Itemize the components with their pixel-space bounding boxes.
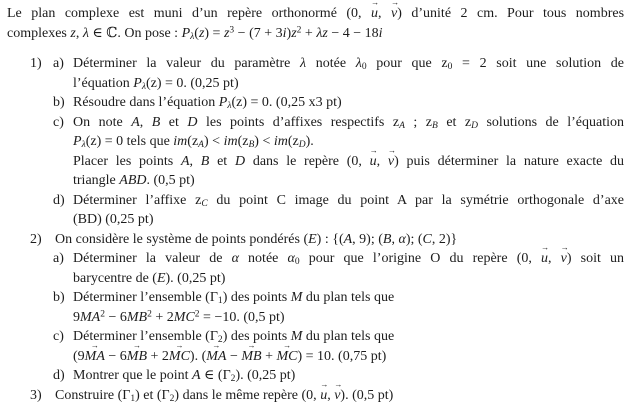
subitem-marker: a) bbox=[53, 251, 64, 266]
subitem-marker: c) bbox=[53, 114, 64, 130]
text-line: Déterminer la valeur du paramètre λ notée $\lambda_0$ pour que $z_0 = 2$ soit une solution de bbox=[73, 56, 624, 73]
intro-paragraph bbox=[7, 4, 624, 43]
subitem-marker: b) bbox=[53, 95, 65, 110]
text-line: $P_\lambda(z) = 0$ tels que $im(z_A) < im(z_B) < im(z_D)$. bbox=[73, 134, 314, 151]
question-list bbox=[7, 54, 624, 405]
text-line: triangle ABD. (0,5 pt) bbox=[73, 173, 195, 188]
text-line: Construire $(\Gamma_1)$ et $(\Gamma_2)$ dans le même repère (0, u →, v →). (0,5 pt) bbox=[55, 386, 624, 405]
question-1b bbox=[55, 93, 624, 113]
text-line: Déterminer la valeur de α notée $\alpha_0$ pour que l’origine O du repère (0, u →, v →) soit un bbox=[73, 249, 624, 269]
subitem-marker: d) bbox=[53, 368, 65, 383]
text-line: Déterminer l’ensemble $(\Gamma_2)$ des points M du plan tels que bbox=[73, 329, 395, 346]
text-line: (BD) (0,25 pt) bbox=[73, 212, 154, 227]
item-marker: 1) bbox=[30, 56, 42, 71]
text-line: barycentre de (E). (0,25 pt) bbox=[73, 270, 226, 286]
question-2 bbox=[7, 230, 624, 386]
question-1c bbox=[55, 113, 624, 191]
text-line: On considère le système de points pondérés (E) : {(A, 9); (B, α); (C, 2)} bbox=[55, 231, 458, 247]
subitem-marker: c) bbox=[53, 329, 64, 344]
subitem-marker: a) bbox=[53, 56, 64, 71]
text-line: Déterminer l’ensemble $(\Gamma_1)$ des points M du plan tels que bbox=[73, 290, 395, 307]
item-marker: 3) bbox=[30, 387, 42, 403]
text-line: Résoudre dans l’équation $P_\lambda(z) = 0$. (0,25 x3 pt) bbox=[73, 95, 342, 112]
question-2b bbox=[55, 288, 624, 327]
text-line: Déterminer l’affixe $z_C$ du point C image du point A par la symétrie orthogonale d’axe bbox=[73, 192, 624, 209]
text-line: l’équation $P_\lambda(z) = 0$. (0,25 pt) bbox=[73, 75, 239, 92]
text-line: Montrer que le point A ∈ $(\Gamma_2)$. (0,25 pt) bbox=[73, 368, 296, 385]
subitem-marker: b) bbox=[53, 290, 65, 305]
text-line: Placer les points A, B et D dans le repère (0, u →, v →) puis déterminer la nature exacte du bbox=[73, 152, 624, 172]
text-line: (9MA → − 6MB → + 2MC →). (MA → − MB → + MC →) = 10. (0,75 pt) bbox=[73, 347, 624, 367]
question-1d bbox=[55, 191, 624, 230]
item-marker: 2) bbox=[30, 231, 42, 247]
text-line: $9MA^2 - 6MB^2 + 2MC^2 = -10$. (0,5 pt) bbox=[73, 308, 285, 325]
question-2a bbox=[55, 249, 624, 288]
text-line: On note A, B et D les points d’affixes respectifs $z_A$ ; $z_B$ et $z_D$ solutions de l’équation bbox=[73, 114, 624, 131]
question-2c bbox=[55, 327, 624, 366]
question-1 bbox=[7, 54, 624, 230]
subitem-marker: d) bbox=[53, 192, 65, 208]
text-line: complexes z, λ ∈ ℂ. On pose : $P_\lambda(z) = z^3 - (7 + 3i)z^2 + \lambda z - 4 - 18i$ bbox=[7, 24, 383, 42]
text-line: Le plan complexe est muni d’un repère orthonormé (0, u →, v →) d’unité 2 cm. Pour tous nombres bbox=[7, 4, 624, 24]
question-1a bbox=[55, 54, 624, 93]
question-3 bbox=[7, 386, 624, 405]
